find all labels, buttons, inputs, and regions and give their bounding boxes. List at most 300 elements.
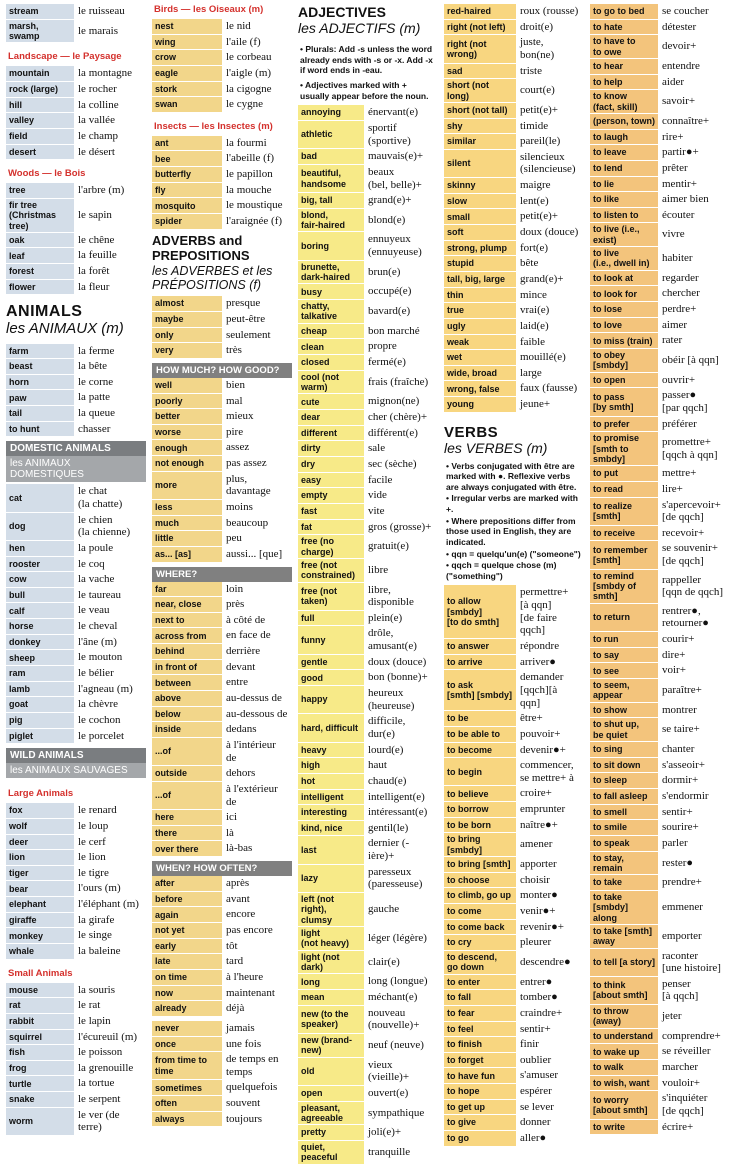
french-term: fort(e) <box>516 241 584 256</box>
english-term: to open <box>590 373 658 388</box>
french-term: parler <box>658 836 730 851</box>
english-term: to look at <box>590 271 658 286</box>
english-term: poorly <box>152 394 222 409</box>
english-term: wrong, false <box>444 381 516 396</box>
french-term: chanter <box>658 742 730 757</box>
french-term: l'aigle (m) <box>222 66 292 81</box>
vocab-row <box>152 167 292 183</box>
english-term: boring <box>298 232 364 259</box>
vocab-row <box>298 1034 438 1058</box>
placement-note: • Adjectives marked with + usually appear before the noun. <box>300 80 429 101</box>
english-term: hot <box>298 774 364 789</box>
french-term: la vallée <box>74 113 146 128</box>
french-term: chercher <box>658 286 730 301</box>
english-term: annoying <box>298 105 364 120</box>
vocab-row <box>444 833 584 857</box>
english-term: to read <box>590 482 658 497</box>
french-term: la ferme <box>74 344 146 359</box>
how-much-list <box>152 378 292 563</box>
french-term: le poisson <box>74 1045 146 1060</box>
french-term: grand(e)+ <box>364 193 438 208</box>
french-term: promettre+ [qqch à qqn] <box>658 432 730 465</box>
french-term: le cerf <box>74 835 146 850</box>
french-term: la patte <box>74 390 146 405</box>
english-term: enough <box>152 440 222 455</box>
french-term: le corbeau <box>222 50 292 65</box>
english-term: to enter <box>444 975 516 990</box>
vocab-row <box>6 264 146 280</box>
vocab-row <box>6 635 146 651</box>
vocab-row <box>6 129 146 145</box>
english-term: cool (not warm) <box>298 371 364 394</box>
french-term: sportif (sportive) <box>364 121 438 148</box>
vocab-row <box>590 632 730 648</box>
english-term: worse <box>152 425 222 440</box>
french-term: jeune+ <box>516 397 584 412</box>
english-term: lamb <box>6 682 74 697</box>
french-term: aimer <box>658 318 730 333</box>
french-term: là-bas <box>222 841 292 856</box>
french-term: la girafe <box>74 913 146 928</box>
english-term: to seem, appear <box>590 679 658 702</box>
vocab-row <box>444 350 584 366</box>
french-term: pas assez <box>222 456 292 471</box>
french-term: dernier (-ière)+ <box>364 836 438 863</box>
how-much-heading: HOW MUCH? HOW GOOD? <box>152 363 292 378</box>
english-term: to have fun <box>444 1068 516 1083</box>
english-term: to give <box>444 1115 516 1130</box>
vocab-row <box>152 440 292 456</box>
french-term: grand(e)+ <box>516 272 584 287</box>
column-3 <box>298 4 438 1165</box>
french-term: bon marché <box>364 324 438 339</box>
english-term: rabbit <box>6 1014 74 1029</box>
french-term: penser [à qqch] <box>658 977 730 1004</box>
french-term: emprunter <box>516 802 584 817</box>
english-term: almost <box>152 296 222 311</box>
french-term: gauche <box>364 893 438 926</box>
vocab-row <box>298 121 438 149</box>
vocab-row <box>152 198 292 214</box>
french-term: finir <box>516 1037 584 1052</box>
french-term: lire+ <box>658 482 730 497</box>
small-animals-heading: Small Animals <box>8 967 73 979</box>
english-term: wing <box>152 35 222 50</box>
french-term: dormir+ <box>658 773 730 788</box>
english-term: slow <box>444 194 516 209</box>
vocab-row <box>152 876 292 892</box>
english-term: to borrow <box>444 802 516 817</box>
english-term: right (not left) <box>444 20 516 35</box>
english-term: to return <box>590 604 658 631</box>
french-term: loin <box>222 582 292 597</box>
french-term: chasser <box>74 422 146 437</box>
french-term: très <box>222 343 292 358</box>
french-term: emmener <box>658 891 730 924</box>
french-term: occupé(e) <box>364 284 438 299</box>
vocab-row <box>444 758 584 786</box>
english-term: to run <box>590 632 658 647</box>
french-term: le corne <box>74 375 146 390</box>
vocab-row <box>298 805 438 821</box>
french-term: drôle, amusant(e) <box>364 626 438 653</box>
english-term: ...of <box>152 738 222 765</box>
vocab-row <box>590 679 730 703</box>
english-term: hard, difficult <box>298 714 364 741</box>
english-term: to come <box>444 904 516 919</box>
vocab-row <box>152 394 292 410</box>
vocab-row <box>444 935 584 951</box>
vocab-row <box>298 149 438 165</box>
english-term: mouse <box>6 983 74 998</box>
vocab-row <box>152 1001 292 1017</box>
english-term: wolf <box>6 819 74 834</box>
english-term: stupid <box>444 256 516 271</box>
english-term: left (not right), clumsy <box>298 893 364 926</box>
french-term: s'apercevoir+ [de qqch] <box>658 498 730 525</box>
verbs-note-3: • Where prepositions differ from those used in English, they are indicated. <box>446 515 576 547</box>
french-term: le nid <box>222 19 292 34</box>
vocab-row <box>298 655 438 671</box>
english-term: to be able to <box>444 727 516 742</box>
vocab-row <box>6 650 146 666</box>
english-term: not yet <box>152 923 222 938</box>
english-term: brunette, dark-haired <box>298 261 364 284</box>
vocab-row <box>6 666 146 682</box>
vocab-row <box>590 388 730 416</box>
english-term: fast <box>298 504 364 519</box>
french-term: aussi... [que] <box>222 547 292 562</box>
english-term: horse <box>6 619 74 634</box>
english-term: to pass [by smth] <box>590 388 658 415</box>
vocab-row <box>6 557 146 573</box>
vocab-row <box>152 50 292 66</box>
french-term: bon (bonne)+ <box>364 670 438 685</box>
vocab-row <box>444 743 584 759</box>
vocab-row <box>298 193 438 209</box>
english-term: to sit down <box>590 758 658 773</box>
vocab-row <box>444 381 584 397</box>
english-term: after <box>152 876 222 891</box>
french-term: l'écureuil (m) <box>74 1030 146 1045</box>
french-term: vite <box>364 504 438 519</box>
vocab-row <box>590 758 730 774</box>
vocab-row <box>298 371 438 395</box>
french-term: oublier <box>516 1053 584 1068</box>
vocab-row <box>152 954 292 970</box>
vocab-row <box>6 406 146 422</box>
english-term: now <box>152 986 222 1001</box>
vocab-row <box>590 1005 730 1029</box>
french-term: plus, davantage <box>222 472 292 499</box>
vocab-row <box>152 841 292 857</box>
english-term: much <box>152 516 222 531</box>
english-term: bad <box>298 149 364 164</box>
vocab-row <box>298 611 438 627</box>
english-term: butterfly <box>152 167 222 182</box>
english-term: to show <box>590 703 658 718</box>
column-5 <box>590 4 730 1135</box>
french-term: entrer● <box>516 975 584 990</box>
english-term: busy <box>298 284 364 299</box>
vocab-row <box>444 1053 584 1069</box>
vocab-row <box>152 35 292 51</box>
vocab-row <box>444 64 584 80</box>
french-term: rester● <box>658 852 730 875</box>
english-term: inside <box>152 722 222 737</box>
vocab-row <box>152 472 292 500</box>
french-term: de temps en temps <box>222 1052 292 1079</box>
english-term: before <box>152 892 222 907</box>
english-term: mountain <box>6 66 74 81</box>
vocab-row <box>298 1086 438 1102</box>
vocab-row <box>6 359 146 375</box>
french-term: le papillon <box>222 167 292 182</box>
english-term: cheap <box>298 324 364 339</box>
vocab-row <box>298 893 438 927</box>
vocab-row <box>152 456 292 472</box>
english-term: leaf <box>6 248 74 263</box>
vocab-row <box>590 718 730 742</box>
english-term: light (not dark) <box>298 951 364 974</box>
english-term: to live (i.e., exist) <box>590 223 658 246</box>
vocab-row <box>444 4 584 20</box>
french-term: à l'intérieur de <box>222 738 292 765</box>
french-term: s'amuser <box>516 1068 584 1083</box>
english-term: donkey <box>6 635 74 650</box>
english-term: farm <box>6 344 74 359</box>
french-term: timide <box>516 119 584 134</box>
french-term: craindre+ <box>516 1006 584 1021</box>
english-term: easy <box>298 473 364 488</box>
vocab-row <box>444 272 584 288</box>
french-term: la tortue <box>74 1076 146 1091</box>
french-term: pleurer <box>516 935 584 950</box>
english-term: monkey <box>6 928 74 943</box>
where-heading: WHERE? <box>152 567 292 582</box>
french-term: bien <box>222 378 292 393</box>
animals-title: ANIMALS <box>6 303 83 321</box>
insects-list <box>152 136 292 230</box>
vocab-row <box>6 1061 146 1077</box>
english-term: fir tree (Christmas tree) <box>6 199 74 232</box>
vocab-row <box>590 703 730 719</box>
english-term: to bring [smth] <box>444 857 516 872</box>
vocab-row <box>444 670 584 711</box>
birds-list <box>152 19 292 113</box>
english-term: horn <box>6 375 74 390</box>
vocab-row <box>444 786 584 802</box>
top-rows <box>6 4 146 43</box>
vocab-row <box>444 1100 584 1116</box>
english-term: to love <box>590 318 658 333</box>
french-term: encore <box>222 907 292 922</box>
vocab-row <box>444 20 584 36</box>
french-term: large <box>516 366 584 381</box>
verbs-note-5: • qqch = quelque chose (m) ("something") <box>446 560 557 581</box>
vocab-row <box>444 134 584 150</box>
french-term: la bête <box>74 359 146 374</box>
english-term: to forget <box>444 1053 516 1068</box>
vocab-row <box>590 836 730 852</box>
vocab-row <box>6 375 146 391</box>
vocab-row <box>590 742 730 758</box>
vocab-row <box>6 881 146 897</box>
vocab-row <box>590 114 730 130</box>
french-term: la montagne <box>74 66 146 81</box>
english-term: pleasant, agreeable <box>298 1102 364 1125</box>
column-4 <box>444 4 584 1147</box>
english-term: to cry <box>444 935 516 950</box>
english-term: funny <box>298 626 364 653</box>
french-term: là <box>222 826 292 841</box>
french-term: partir●+ <box>658 145 730 160</box>
english-term: worm <box>6 1108 74 1135</box>
english-term: marsh, swamp <box>6 20 74 43</box>
vocab-row <box>152 660 292 676</box>
french-term: mal <box>222 394 292 409</box>
vocab-row <box>298 990 438 1006</box>
vocab-row <box>152 628 292 644</box>
vocab-row <box>6 113 146 129</box>
english-term: to descend, go down <box>444 951 516 974</box>
english-term: frog <box>6 1061 74 1076</box>
french-term: obéir [à qqn] <box>658 349 730 372</box>
vocab-row <box>590 1044 730 1060</box>
french-term: avant <box>222 892 292 907</box>
vocab-row <box>152 97 292 113</box>
verbs-note-4: • qqn = quelqu'un(e) ("someone") <box>446 548 581 559</box>
english-term: to laugh <box>590 130 658 145</box>
french-term: doux (douce) <box>364 655 438 670</box>
french-term: courir+ <box>658 632 730 647</box>
vocab-row <box>152 1112 292 1128</box>
vocab-row <box>444 335 584 351</box>
vocab-row <box>590 789 730 805</box>
vocab-row <box>298 355 438 371</box>
english-term: dry <box>298 457 364 472</box>
french-term: la mouche <box>222 183 292 198</box>
french-term: la souris <box>74 983 146 998</box>
french-term: arriver● <box>516 655 584 670</box>
english-term: between <box>152 675 222 690</box>
vocab-row <box>298 457 438 473</box>
french-term: triste <box>516 64 584 79</box>
vocab-row <box>298 821 438 837</box>
french-term: tranquille <box>364 1141 438 1164</box>
french-term: bête <box>516 256 584 271</box>
french-term: revenir●+ <box>516 920 584 935</box>
french-term: le veau <box>74 603 146 618</box>
vocab-row <box>298 758 438 774</box>
french-term: l'arbre (m) <box>74 183 146 198</box>
french-term: rentrer●, retourner● <box>658 604 730 631</box>
english-term: to listen to <box>590 208 658 223</box>
french-term: recevoir+ <box>658 526 730 541</box>
french-term: à l'extérieur de <box>222 782 292 809</box>
french-term: vieux (vieille)+ <box>364 1058 438 1085</box>
verbs-note-2: • Irregular verbs are marked with +. <box>446 493 578 515</box>
vocab-row <box>6 541 146 557</box>
vocab-row <box>444 103 584 119</box>
vocab-row <box>6 928 146 944</box>
vocab-row <box>298 520 438 536</box>
english-term: next to <box>152 613 222 628</box>
english-term: to promise [smth to smbdy] <box>590 432 658 465</box>
french-term: dire+ <box>658 648 730 663</box>
vocab-row <box>152 970 292 986</box>
english-term: thin <box>444 288 516 303</box>
vocab-row <box>444 711 584 727</box>
vocab-row <box>590 773 730 789</box>
english-term: athletic <box>298 121 364 148</box>
english-term: to be born <box>444 818 516 833</box>
vocab-row <box>590 498 730 526</box>
english-term: to remember [smth] <box>590 541 658 568</box>
french-term: rire+ <box>658 130 730 145</box>
english-term: new (brand- new) <box>298 1034 364 1057</box>
french-term: ouvert(e) <box>364 1086 438 1101</box>
domestic-animals-subbanner: les ANIMAUX DOMESTIQUES <box>6 456 146 482</box>
english-term: true <box>444 303 516 318</box>
english-term: eagle <box>152 66 222 81</box>
insects-heading: Insects — les Insectes (m) <box>154 120 273 132</box>
english-term: to go to bed <box>590 4 658 19</box>
vocab-row <box>6 98 146 114</box>
french-term: petit(e)+ <box>516 103 584 118</box>
french-term: l'agneau (m) <box>74 682 146 697</box>
vocab-row <box>590 177 730 193</box>
english-term: to take <box>590 875 658 890</box>
vocab-row <box>298 284 438 300</box>
french-term: juste, bon(ne) <box>516 35 584 62</box>
vocab-row <box>152 378 292 394</box>
english-term: beast <box>6 359 74 374</box>
french-term: laid(e) <box>516 319 584 334</box>
vocab-row <box>6 682 146 698</box>
vocab-row <box>444 366 584 382</box>
english-term: soft <box>444 225 516 240</box>
english-term: squirrel <box>6 1030 74 1045</box>
english-term: skinny <box>444 178 516 193</box>
french-term: seulement <box>222 328 292 343</box>
english-term: swan <box>152 97 222 112</box>
vocab-row <box>6 1014 146 1030</box>
vocab-row <box>152 343 292 359</box>
vocab-row <box>152 1096 292 1112</box>
english-term: better <box>152 409 222 424</box>
english-term: to throw (away) <box>590 1005 658 1028</box>
english-term: turtle <box>6 1076 74 1091</box>
english-term: short (not tall) <box>444 103 516 118</box>
french-term: une fois <box>222 1037 292 1052</box>
vocab-row <box>152 500 292 516</box>
english-term: free (not constrained) <box>298 559 364 582</box>
vocab-row <box>152 547 292 563</box>
english-term: to tell [a story] <box>590 949 658 976</box>
french-term: le moustique <box>222 198 292 213</box>
french-term: en face de <box>222 628 292 643</box>
landscape-heading: Landscape — le Paysage <box>8 51 122 63</box>
english-term: across from <box>152 628 222 643</box>
french-term: sentir+ <box>658 805 730 820</box>
french-term: descendre● <box>516 951 584 974</box>
english-term: very <box>152 343 222 358</box>
vocab-row <box>590 90 730 114</box>
vocab-row <box>6 1092 146 1108</box>
french-term: le cochon <box>74 713 146 728</box>
english-term: to wake up <box>590 1044 658 1059</box>
